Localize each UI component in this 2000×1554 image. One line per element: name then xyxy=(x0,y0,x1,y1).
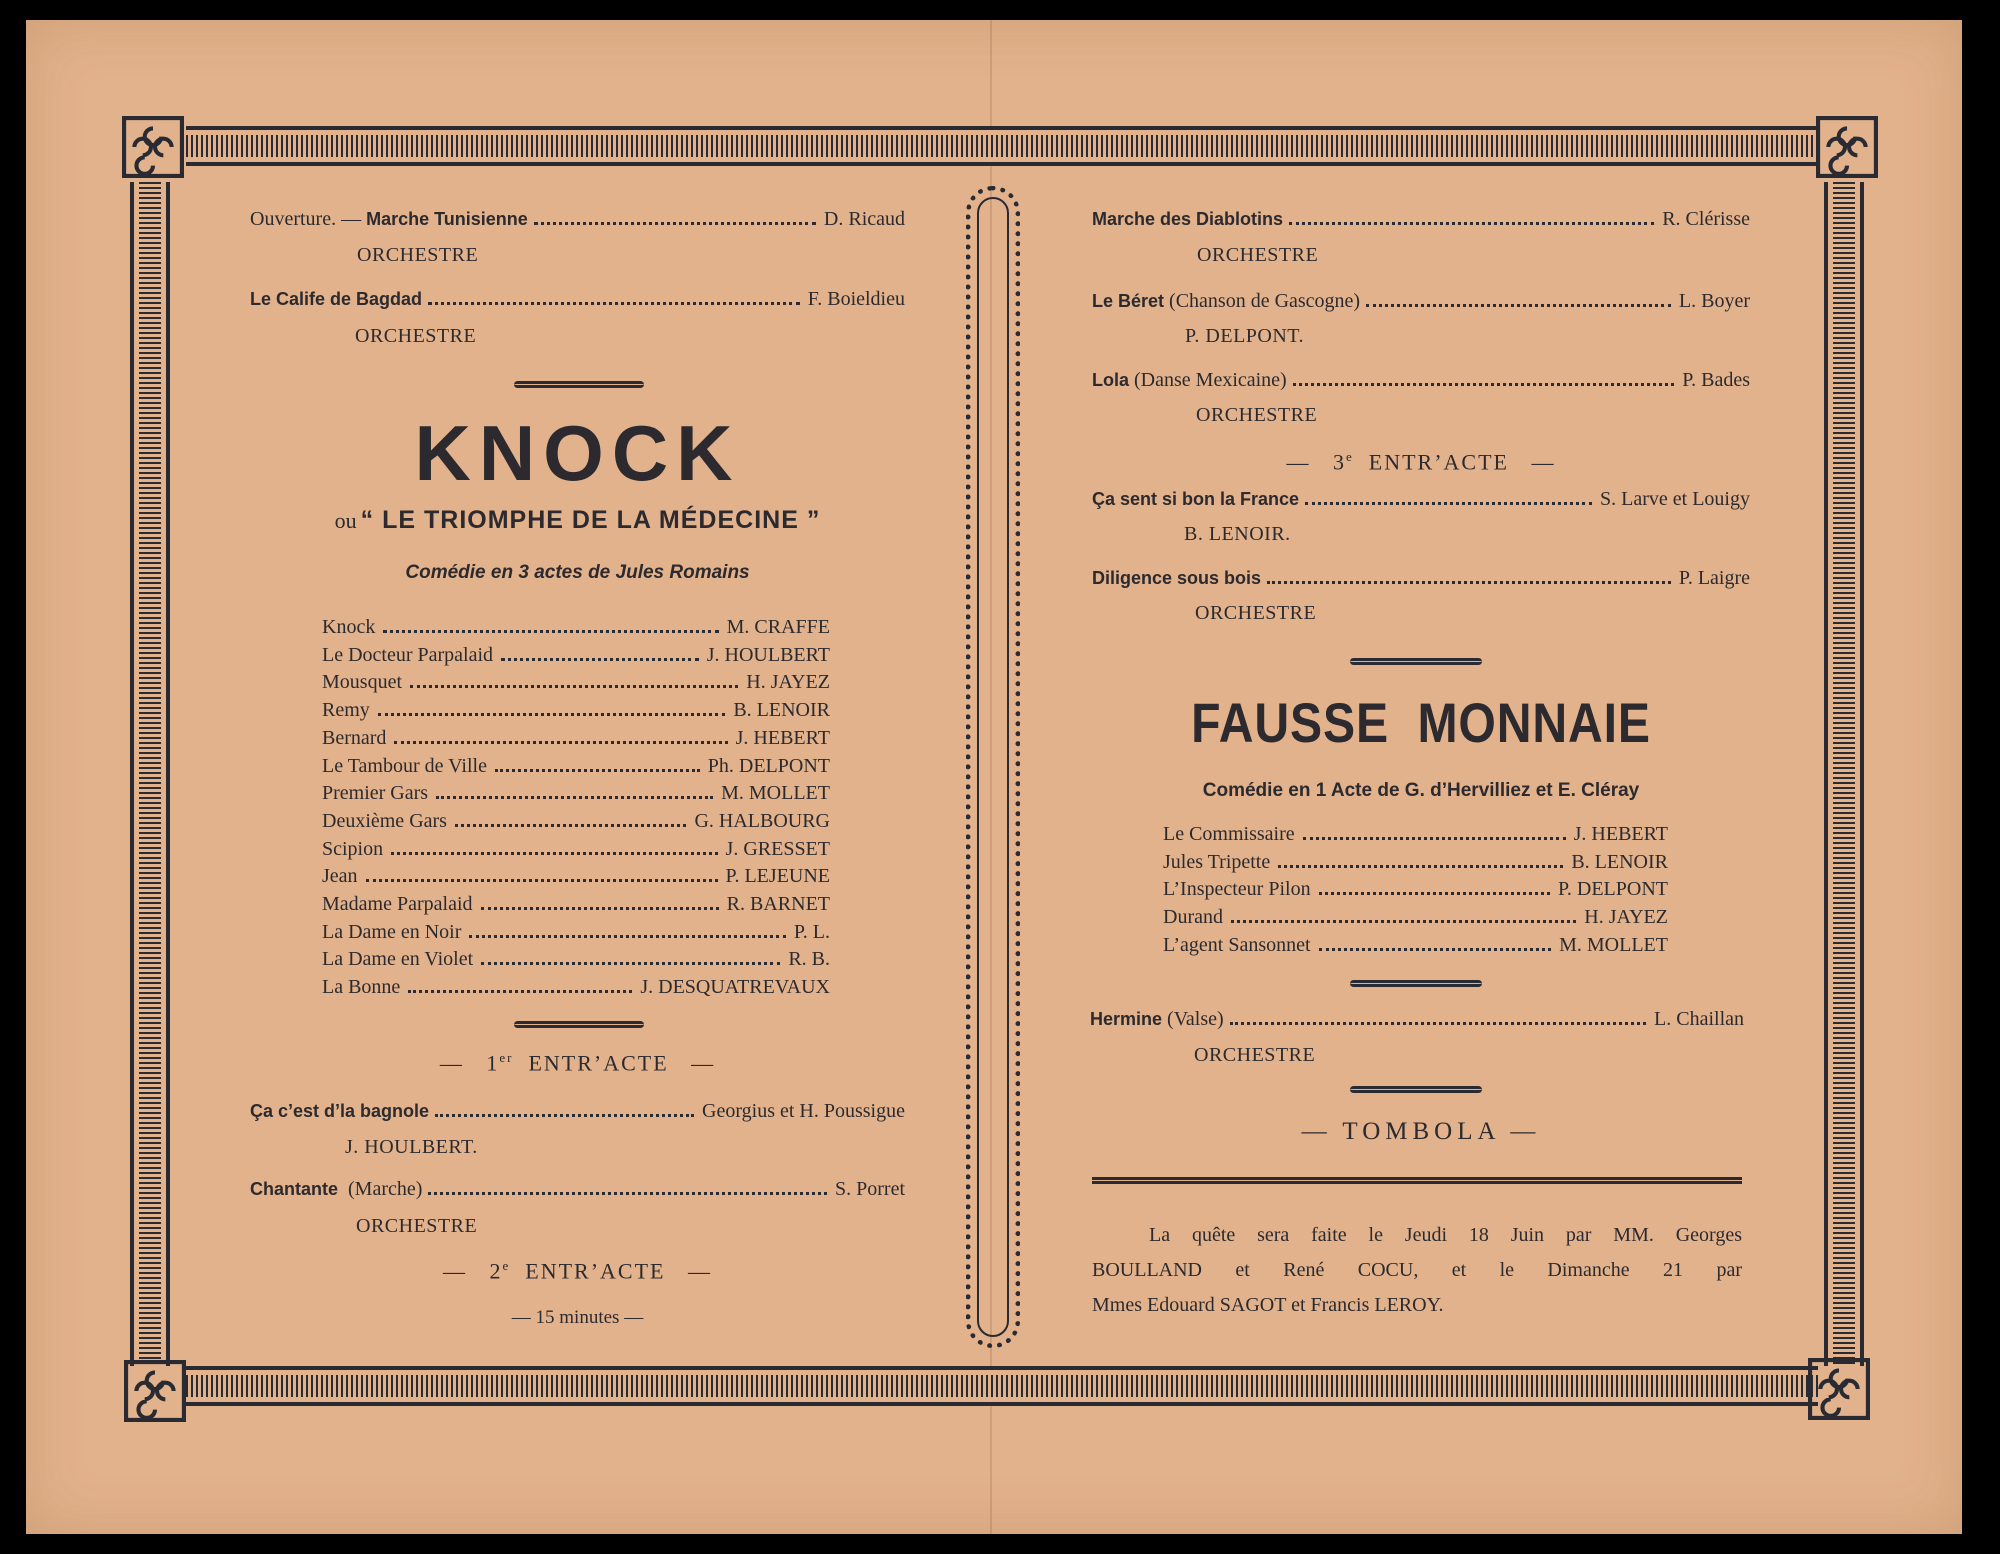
program-item-diligence xyxy=(1092,567,1750,590)
cast-actor: B. LENOIR xyxy=(1571,850,1668,873)
border-bottom xyxy=(186,1366,1818,1406)
leader-dots xyxy=(481,962,780,965)
leader-dots xyxy=(1230,1022,1646,1025)
cast-role: La Bonne xyxy=(322,976,401,999)
leader-dots xyxy=(410,685,738,688)
cast-role: Le Tambour de Ville xyxy=(322,754,487,777)
ordinal: e xyxy=(502,1258,511,1273)
program-item-calife xyxy=(250,288,905,311)
item-title: Marche des Diablotins xyxy=(1092,209,1284,229)
item-composer: R. Clérisse xyxy=(1662,208,1750,230)
cast-role: La Dame en Violet xyxy=(322,948,474,971)
item-note: (Valse) xyxy=(1167,1008,1224,1030)
cast-row xyxy=(322,810,830,833)
cast-role: Le Docteur Parpalaid xyxy=(322,643,494,666)
program-item-chantante xyxy=(250,1178,905,1201)
cast-actor: R. B. xyxy=(788,948,830,971)
separator xyxy=(1350,980,1482,987)
cast-role: Jean xyxy=(322,865,358,888)
cast-actor: H. JAYEZ xyxy=(746,671,830,694)
separator xyxy=(514,1021,644,1028)
leader-dots xyxy=(495,769,700,772)
tombola: — TOMBOLA — xyxy=(1301,1118,1541,1145)
cast-role: Scipion xyxy=(322,837,384,860)
cast-row xyxy=(322,921,830,944)
cast-row xyxy=(1163,934,1668,957)
separator xyxy=(1350,1086,1482,1093)
item-composer: L. Chaillan xyxy=(1654,1008,1744,1030)
item-title: Le Béret xyxy=(1092,291,1165,311)
item-composer: F. Boieldieu xyxy=(807,288,905,310)
entracte-2 xyxy=(250,1258,905,1284)
knock-subtitle xyxy=(250,506,905,535)
leader-dots xyxy=(383,630,718,633)
corner-ornament-icon xyxy=(124,1360,186,1422)
leader-dots xyxy=(1319,948,1552,951)
item-title: Diligence sous bois xyxy=(1092,568,1262,588)
leader-dots xyxy=(481,907,719,910)
leader-dots xyxy=(394,741,727,744)
separator xyxy=(1350,658,1482,665)
entracte-number: 3 xyxy=(1333,449,1346,475)
leader-dots xyxy=(435,1114,694,1117)
item-composer: P. Laigre xyxy=(1678,567,1750,589)
cast-role: L’agent Sansonnet xyxy=(1163,933,1311,956)
entracte-label: ENTR’ACTE xyxy=(525,1258,666,1284)
cast-row xyxy=(322,948,830,971)
ordinal: er xyxy=(499,1050,514,1065)
leader-dots xyxy=(501,658,699,661)
cast-row xyxy=(322,893,830,916)
quete-line: Mmes Edouard SAGOT et Francis LEROY. xyxy=(1092,1294,1444,1316)
cast-actor: H. JAYEZ xyxy=(1584,906,1668,929)
cast-row xyxy=(322,865,830,888)
dash: — xyxy=(687,1258,712,1284)
quete-line: La quête sera faite le Jeudi 18 Juin par MM. Georges xyxy=(1149,1224,1742,1246)
subtitle-prefix: ou xyxy=(334,508,357,533)
cast-actor: Ph. DELPONT xyxy=(707,754,830,777)
item-performer: ORCHESTRE xyxy=(1195,602,1317,624)
leader-dots xyxy=(1303,837,1566,840)
corner-ornament-icon xyxy=(1808,1358,1870,1420)
item-title: Le Calife de Bagdad xyxy=(250,289,423,309)
entracte-number: 1 xyxy=(486,1050,500,1076)
cast-actor: P. DELPONT xyxy=(1557,878,1668,901)
entracte-duration: — 15 minutes — xyxy=(511,1307,644,1328)
leader-dots xyxy=(378,713,726,716)
cast-actor: J. HOULBERT xyxy=(706,643,830,666)
knock-byline: Comédie en 3 actes de Jules Romains xyxy=(405,562,750,583)
cast-row xyxy=(1163,878,1668,901)
item-performer: ORCHESTRE xyxy=(357,244,479,266)
item-performer: ORCHESTRE xyxy=(1197,244,1319,266)
quete-notice xyxy=(1092,1218,1742,1323)
cast-role: Madame Parpalaid xyxy=(322,893,473,915)
leader-dots xyxy=(1231,920,1576,923)
cast-actor: G. HALBOURG xyxy=(694,809,830,832)
item-note: (Marche) xyxy=(348,1178,423,1200)
leader-dots xyxy=(534,222,816,225)
dash: — xyxy=(1286,449,1311,475)
cast-row xyxy=(1163,851,1668,874)
leader-dots xyxy=(391,852,717,855)
program-item-lola xyxy=(1092,369,1750,392)
leader-dots xyxy=(428,302,800,305)
dash: — xyxy=(1531,449,1556,475)
cast-role: Knock xyxy=(322,616,376,638)
item-composer: L. Boyer xyxy=(1678,290,1750,312)
program-item-bagnole xyxy=(250,1100,905,1123)
cast-role: Bernard xyxy=(322,726,387,749)
leader-dots xyxy=(1319,892,1550,895)
cast-actor: M. MOLLET xyxy=(721,782,830,805)
entracte-number: 2 xyxy=(489,1258,503,1284)
leader-dots xyxy=(455,824,686,827)
leader-dots xyxy=(408,990,632,993)
separator xyxy=(514,381,644,388)
cast-actor: J. GRESSET xyxy=(725,837,830,860)
cast-role: Remy xyxy=(322,699,370,722)
border-right xyxy=(1824,182,1864,1366)
item-title: Hermine xyxy=(1090,1009,1163,1029)
cast-row xyxy=(322,616,830,639)
leader-dots xyxy=(1293,383,1674,386)
leader-dots xyxy=(1305,502,1592,505)
item-composer: P. Bades xyxy=(1682,369,1750,391)
cast-role: Mousquet xyxy=(322,671,402,694)
item-performer: ORCHESTRE xyxy=(1196,404,1318,426)
cast-actor: J. HEBERT xyxy=(735,726,830,749)
double-rule xyxy=(1092,1177,1742,1184)
quete-line: BOULLAND et René COCU, et le Dimanche 21 par xyxy=(1092,1259,1742,1281)
item-performer: ORCHESTRE xyxy=(355,325,477,347)
cast-row xyxy=(322,671,830,694)
leader-dots xyxy=(366,879,718,882)
item-performer: P. DELPONT. xyxy=(1185,325,1305,347)
item-composer: D. Ricaud xyxy=(823,208,905,230)
item-composer: S. Larve et Louigy xyxy=(1600,488,1750,510)
leader-dots xyxy=(1267,581,1671,584)
cast-row xyxy=(1163,906,1668,929)
item-note: (Danse Mexicaine) xyxy=(1134,369,1287,391)
cast-role: La Dame en Noir xyxy=(322,920,462,943)
item-title: Lola xyxy=(1092,370,1130,390)
dash: — xyxy=(443,1258,467,1284)
subtitle-text: “ LE TRIOMPHE DE LA MÉDECINE ” xyxy=(360,506,821,534)
item-note: (Chanson de Gascogne) xyxy=(1169,290,1361,312)
cast-actor: R. BARNET xyxy=(726,893,830,915)
fausse-monnaie-title: FAUSSE MONNAIE xyxy=(1191,691,1651,754)
item-performer: ORCHESTRE xyxy=(1194,1044,1316,1066)
leader-dots xyxy=(1278,865,1563,868)
cast-role: Le Commissaire xyxy=(1163,823,1295,845)
cast-actor: P. LEJEUNE xyxy=(725,865,830,888)
cast-row xyxy=(1163,823,1668,846)
cast-row xyxy=(322,838,830,861)
cast-row xyxy=(322,727,830,750)
border-top xyxy=(186,126,1818,166)
item-title: Marche Tunisienne xyxy=(366,209,528,229)
cast-actor: B. LENOIR xyxy=(733,699,830,722)
program-item-beret xyxy=(1092,290,1750,313)
entracte-1 xyxy=(250,1050,905,1076)
border-left xyxy=(130,182,170,1366)
leader-dots xyxy=(428,1192,827,1195)
cast-role: Premier Gars xyxy=(322,782,429,805)
ordinal: e xyxy=(1346,449,1354,464)
leader-dots xyxy=(436,796,713,799)
cast-row xyxy=(322,976,830,999)
fausse-monnaie-byline: Comédie en 1 Acte de G. d’Hervilliez et E. Cléray xyxy=(1202,780,1640,801)
entracte-3 xyxy=(1092,449,1750,475)
item-composer: Georgius et H. Poussigue xyxy=(702,1100,905,1122)
cast-actor: J. HEBERT xyxy=(1573,823,1668,845)
item-title: Ça sent si bon la France xyxy=(1092,489,1300,509)
cast-role: Deuxième Gars xyxy=(322,809,447,832)
cast-role: L’Inspecteur Pilon xyxy=(1163,878,1311,901)
cast-actor: P. L. xyxy=(793,920,830,943)
dash: — xyxy=(439,1050,464,1076)
cast-row xyxy=(322,755,830,778)
cast-actor: M. MOLLET xyxy=(1559,933,1668,956)
item-performer: ORCHESTRE xyxy=(356,1215,478,1237)
item-performer: J. HOULBERT. xyxy=(345,1136,478,1158)
entracte-label: ENTR’ACTE xyxy=(528,1050,669,1076)
item-title: Chantante xyxy=(250,1179,339,1199)
dash: — xyxy=(691,1050,716,1076)
knock-title: KNOCK xyxy=(414,409,741,497)
item-title: Ça c’est d’la bagnole xyxy=(250,1101,430,1121)
program-item-hermine xyxy=(1090,1008,1744,1031)
item-composer: S. Porret xyxy=(835,1178,905,1200)
program-item-diablotins xyxy=(1092,208,1750,231)
leader-dots xyxy=(469,935,785,938)
overture-prefix: Ouverture. — xyxy=(250,208,362,230)
cast-actor: J. DESQUATREVAUX xyxy=(640,976,830,999)
entracte-label: ENTR’ACTE xyxy=(1368,449,1509,475)
corner-ornament-icon xyxy=(122,116,184,178)
cast-row xyxy=(322,782,830,805)
cast-row xyxy=(322,644,830,667)
cast-row xyxy=(322,699,830,722)
corner-ornament-icon xyxy=(1816,116,1878,178)
program-item-overture xyxy=(250,208,905,231)
cast-role: Durand xyxy=(1163,906,1223,929)
leader-dots xyxy=(1366,304,1671,307)
item-performer: B. LENOIR. xyxy=(1184,523,1291,545)
cast-actor: M. CRAFFE xyxy=(726,616,830,638)
program-item-france xyxy=(1092,488,1750,511)
leader-dots xyxy=(1289,222,1654,225)
cast-role: Jules Tripette xyxy=(1163,850,1271,873)
center-divider xyxy=(966,186,1020,1348)
